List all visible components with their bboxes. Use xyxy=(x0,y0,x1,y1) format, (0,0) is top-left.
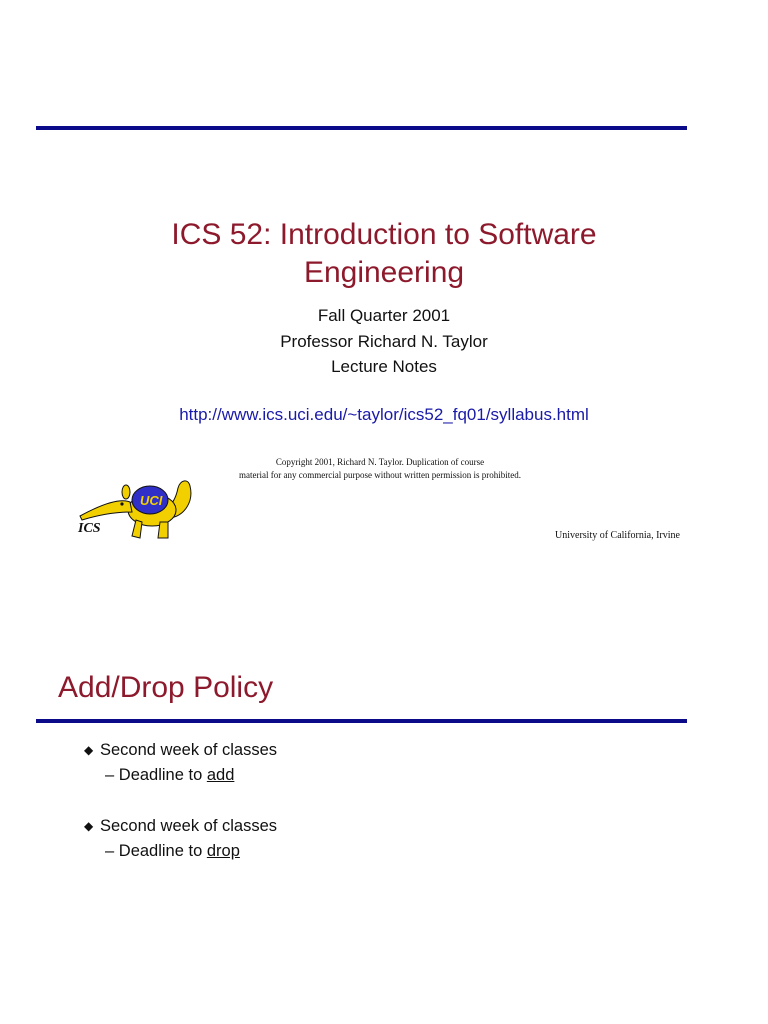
second-divider xyxy=(36,719,687,723)
sub-bullet-keyword: drop xyxy=(206,842,240,860)
bullet-item-2 xyxy=(84,817,277,836)
sub-bullet-prefix: Deadline to xyxy=(118,766,207,784)
syllabus-link[interactable]: http://www.ics.uci.edu/~taylor/ics52_fq01/syllabus.html xyxy=(179,405,589,424)
slide-title xyxy=(0,216,768,292)
anteater-logo-icon xyxy=(72,472,198,544)
diamond-bullet-icon: ◆ xyxy=(84,819,94,833)
copyright-notice xyxy=(200,456,560,482)
sub-bullet-item-2 xyxy=(105,842,240,861)
dash-icon: – xyxy=(105,766,115,784)
sub-bullet-prefix: Deadline to xyxy=(118,842,207,860)
sub-bullet-item-1 xyxy=(105,766,234,785)
bullet-item-1 xyxy=(84,741,277,760)
copyright-line-2: material for any commercial purpose without written permission is prohibited. xyxy=(239,470,521,480)
logo-ics-text: ICS xyxy=(78,521,101,536)
diamond-bullet-icon: ◆ xyxy=(84,743,94,757)
logo-uci-text: UCI xyxy=(140,493,163,508)
lecture-notes-text: Lecture Notes xyxy=(331,357,437,376)
sub-bullet-keyword: add xyxy=(206,766,235,784)
slide-title-line-1: ICS 52: Introduction to Software xyxy=(171,218,597,251)
professor-text: Professor Richard N. Taylor xyxy=(280,332,488,351)
university-label: University of California, Irvine xyxy=(555,530,680,541)
bullet-text: Second week of classes xyxy=(100,741,278,759)
dash-icon: – xyxy=(105,842,115,860)
slide-title-line-2: Engineering xyxy=(303,256,465,289)
add-drop-title: Add/Drop Policy xyxy=(58,671,274,704)
top-divider xyxy=(36,126,687,130)
bullet-text: Second week of classes xyxy=(100,817,278,835)
term-text: Fall Quarter 2001 xyxy=(317,306,451,325)
copyright-line-1: Copyright 2001, Richard N. Taylor. Duplication of course xyxy=(275,457,485,467)
